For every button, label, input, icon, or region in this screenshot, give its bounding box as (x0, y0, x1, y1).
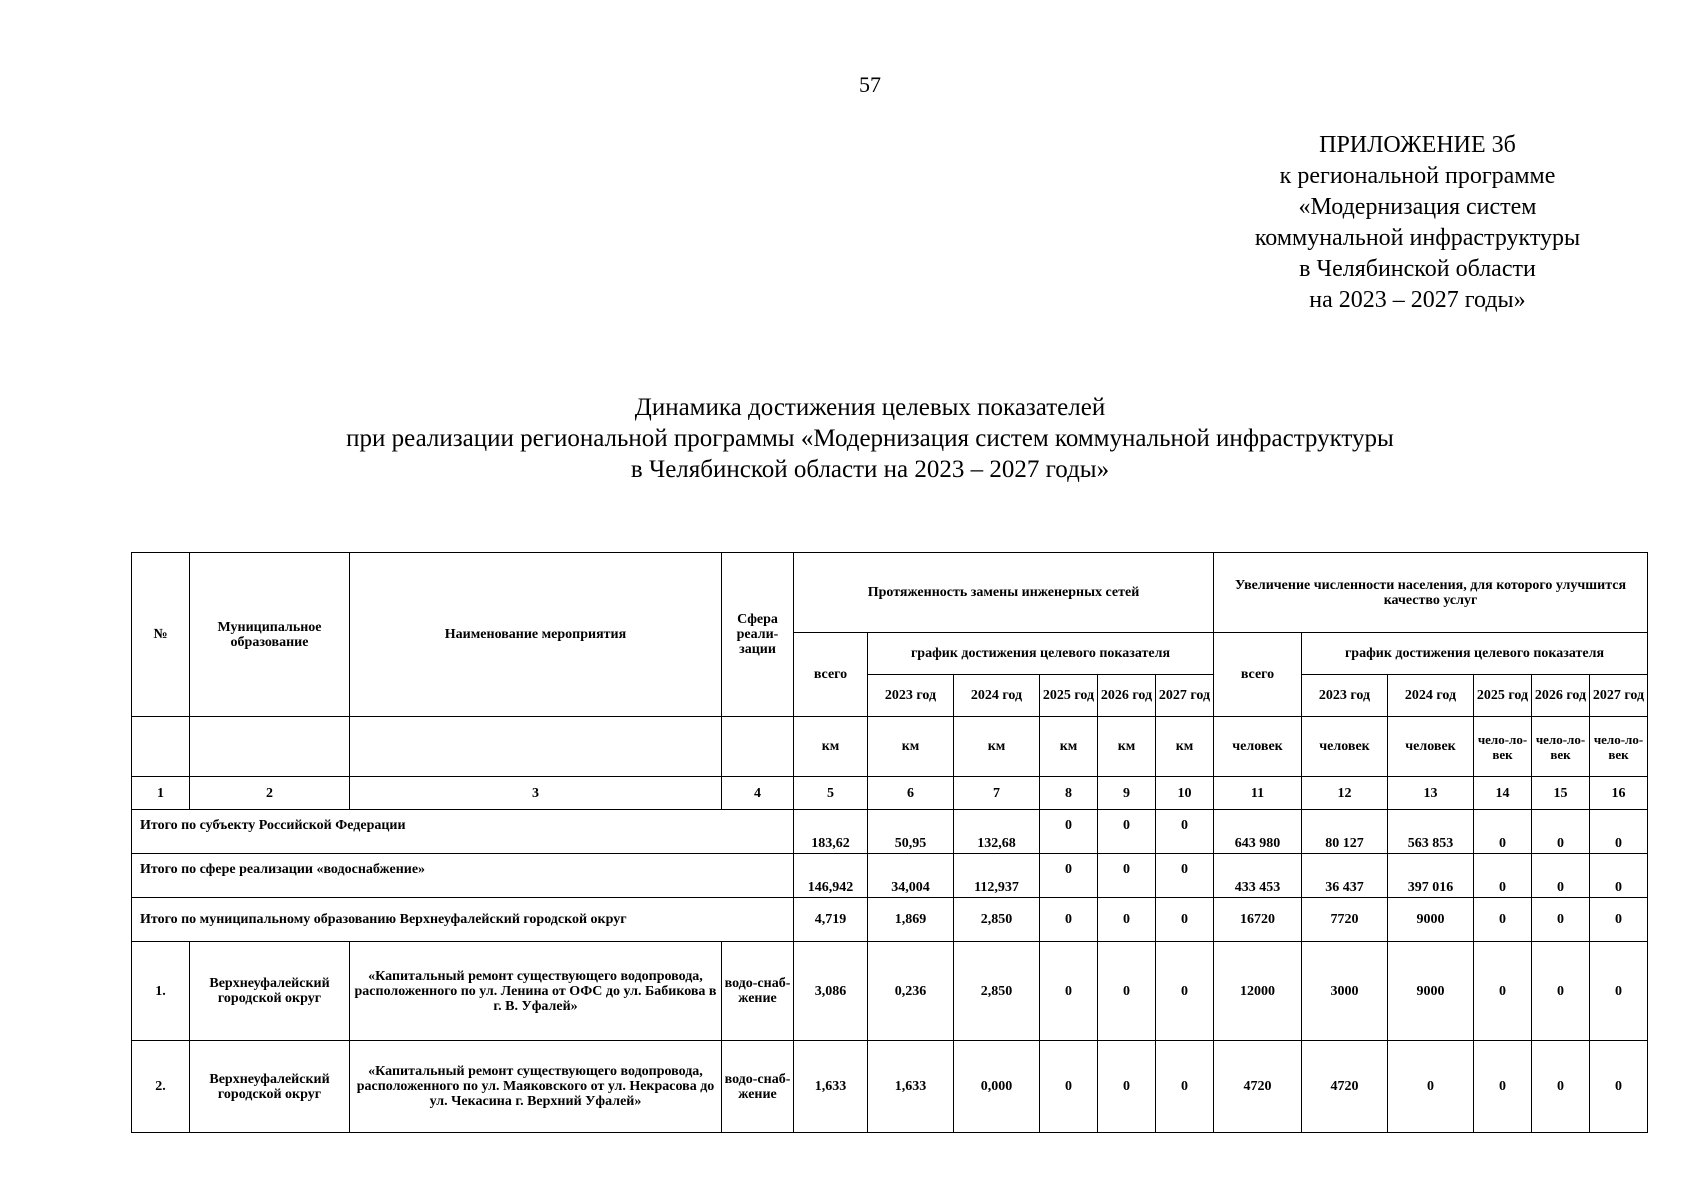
appendix-line: коммунальной инфраструктуры (1254, 225, 1581, 251)
appendix-line: к региональной программе (1279, 163, 1556, 189)
value-cell: 80 127 (1302, 810, 1388, 854)
value-cell: 50,95 (868, 810, 954, 854)
value-cell: 0 (1098, 1041, 1156, 1133)
value-cell: 146,942 (794, 854, 868, 898)
value-cell: 9000 (1388, 898, 1474, 942)
row-event: «Капитальный ремонт существующего водопровода, расположенного по ул. Маяковского от ул. Некрасова до ул. Чекасина г. Верхний Уфалей» (350, 1041, 722, 1133)
value-cell: 0,236 (868, 942, 954, 1041)
column-number: 5 (794, 777, 868, 810)
header-year-2024: 2024 год (1388, 675, 1474, 717)
value-cell: 0 (1590, 854, 1648, 898)
column-number: 11 (1214, 777, 1302, 810)
header-length-group: Протяженность замены инженерных сетей (794, 553, 1214, 633)
value-cell: 3,086 (794, 942, 868, 1041)
header-year-2026: 2026 год (1098, 675, 1156, 717)
header-year-2025: 2025 год (1474, 675, 1532, 717)
indicators-table (131, 552, 1648, 1133)
header-year-2025: 2025 год (1040, 675, 1098, 717)
column-number: 7 (954, 777, 1040, 810)
header-no: № (132, 553, 190, 717)
value-cell: 0 (1532, 1041, 1590, 1133)
row-number: 1. (132, 942, 190, 1041)
value-cell: 0 (1532, 898, 1590, 942)
value-cell: 0,000 (954, 1041, 1040, 1133)
table-row (132, 1041, 1648, 1133)
empty-cell (190, 717, 350, 777)
empty-cell (132, 717, 190, 777)
value-cell: 0 (1474, 810, 1532, 854)
row-sphere: водо-снаб-жение (722, 1041, 794, 1133)
unit-person-short: чело-ло-век (1532, 717, 1590, 777)
value-cell: 0 (1156, 898, 1214, 942)
column-number: 8 (1040, 777, 1098, 810)
header-municipality: Муниципальное образование (190, 553, 350, 717)
header-year-2023: 2023 год (868, 675, 954, 717)
value-cell: 0 (1532, 942, 1590, 1041)
value-cell: 433 453 (1214, 854, 1302, 898)
header-year-2026: 2026 год (1532, 675, 1590, 717)
value-cell: 34,004 (868, 854, 954, 898)
column-number: 12 (1302, 777, 1388, 810)
value-cell: 7720 (1302, 898, 1388, 942)
total-label: Итого по субъекту Российской Федерации (132, 810, 794, 854)
value-cell: 12000 (1214, 942, 1302, 1041)
table-row (132, 942, 1648, 1041)
value-cell: 643 980 (1214, 810, 1302, 854)
unit-km: км (794, 717, 868, 777)
value-cell: 0 (1098, 942, 1156, 1041)
value-cell: 2,850 (954, 898, 1040, 942)
column-number: 10 (1156, 777, 1214, 810)
value-cell: 16720 (1214, 898, 1302, 942)
total-row-water (132, 854, 1648, 898)
value-cell: 0 (1098, 898, 1156, 942)
value-cell: 0 (1040, 898, 1098, 942)
header-year-2027: 2027 год (1156, 675, 1214, 717)
appendix-line: на 2023 – 2027 годы» (1309, 287, 1526, 313)
value-cell: 0 (1098, 810, 1156, 854)
appendix-line: «Модернизация систем (1298, 194, 1537, 220)
value-cell: 0 (1040, 1041, 1098, 1133)
unit-km: км (1098, 717, 1156, 777)
value-cell: 0 (1098, 854, 1156, 898)
unit-km: км (1156, 717, 1214, 777)
page-number: 57 (859, 72, 881, 97)
unit-person: человек (1302, 717, 1388, 777)
value-cell: 0 (1156, 942, 1214, 1041)
unit-person: человек (1388, 717, 1474, 777)
header-year-2023: 2023 год (1302, 675, 1388, 717)
column-number: 3 (350, 777, 722, 810)
row-event: «Капитальный ремонт существующего водопровода, расположенного по ул. Ленина от ОФС до ул. Бабикова в г. В. Уфалей» (350, 942, 722, 1041)
header-event-name: Наименование мероприятия (350, 553, 722, 717)
header-length-total: всего (794, 633, 868, 717)
value-cell: 0 (1532, 854, 1590, 898)
unit-km: км (1040, 717, 1098, 777)
appendix-block (1180, 130, 1655, 316)
column-number: 6 (868, 777, 954, 810)
value-cell: 9000 (1388, 942, 1474, 1041)
value-cell: 0 (1040, 942, 1098, 1041)
unit-person-short: чело-ло-век (1474, 717, 1532, 777)
value-cell: 4720 (1302, 1041, 1388, 1133)
value-cell: 0 (1590, 810, 1648, 854)
value-cell: 563 853 (1388, 810, 1474, 854)
column-number: 14 (1474, 777, 1532, 810)
value-cell: 0 (1156, 810, 1214, 854)
title-line: при реализации региональной программы «Модернизация систем коммунальной инфраструктуры (346, 425, 1394, 452)
row-sphere: водо-снаб-жение (722, 942, 794, 1041)
header-sphere: Сфера реали-зации (722, 553, 794, 717)
value-cell: 1,633 (868, 1041, 954, 1133)
total-label: Итого по муниципальному образованию Верхнеуфалейский городской округ (132, 898, 794, 942)
value-cell: 183,62 (794, 810, 868, 854)
unit-km: км (868, 717, 954, 777)
value-cell: 2,850 (954, 942, 1040, 1041)
column-number: 15 (1532, 777, 1590, 810)
header-year-2027: 2027 год (1590, 675, 1648, 717)
appendix-line: в Челябинской области (1299, 256, 1536, 282)
unit-km: км (954, 717, 1040, 777)
title-line: в Челябинской области на 2023 – 2027 годы» (630, 456, 1110, 483)
value-cell: 0 (1474, 942, 1532, 1041)
header-pop-total: всего (1214, 633, 1302, 717)
value-cell: 3000 (1302, 942, 1388, 1041)
value-cell: 0 (1590, 898, 1648, 942)
header-year-2024: 2024 год (954, 675, 1040, 717)
value-cell: 0 (1532, 810, 1590, 854)
total-row-municipality (132, 898, 1648, 942)
document-title (0, 392, 1698, 485)
row-number: 2. (132, 1041, 190, 1133)
column-number-row (132, 777, 1648, 810)
value-cell: 0 (1156, 854, 1214, 898)
value-cell: 397 016 (1388, 854, 1474, 898)
value-cell: 0 (1388, 1041, 1474, 1133)
title-line: Динамика достижения целевых показателей (634, 394, 1106, 421)
column-number: 1 (132, 777, 190, 810)
header-length-schedule: график достижения целевого показателя (868, 633, 1214, 675)
value-cell: 132,68 (954, 810, 1040, 854)
value-cell: 1,633 (794, 1041, 868, 1133)
header-pop-schedule: график достижения целевого показателя (1302, 633, 1648, 675)
value-cell: 4,719 (794, 898, 868, 942)
value-cell: 112,937 (954, 854, 1040, 898)
header-population-group: Увеличение численности населения, для которого улучшится качество услуг (1214, 553, 1648, 633)
total-label: Итого по сфере реализации «водоснабжение» (132, 854, 794, 898)
value-cell: 4720 (1214, 1041, 1302, 1133)
value-cell: 0 (1040, 810, 1098, 854)
value-cell: 0 (1040, 854, 1098, 898)
value-cell: 0 (1474, 1041, 1532, 1133)
column-number: 13 (1388, 777, 1474, 810)
column-number: 16 (1590, 777, 1648, 810)
empty-cell (350, 717, 722, 777)
value-cell: 0 (1474, 854, 1532, 898)
value-cell: 0 (1156, 1041, 1214, 1133)
total-row-federation (132, 810, 1648, 854)
value-cell: 36 437 (1302, 854, 1388, 898)
row-municipality: Верхнеуфалейский городской округ (190, 942, 350, 1041)
column-number: 2 (190, 777, 350, 810)
column-number: 9 (1098, 777, 1156, 810)
value-cell: 0 (1474, 898, 1532, 942)
value-cell: 1,869 (868, 898, 954, 942)
value-cell: 0 (1590, 942, 1648, 1041)
value-cell: 0 (1590, 1041, 1648, 1133)
column-number: 4 (722, 777, 794, 810)
unit-person: человек (1214, 717, 1302, 777)
unit-person-short: чело-ло-век (1590, 717, 1648, 777)
appendix-line: ПРИЛОЖЕНИЕ 3б (1319, 132, 1516, 158)
empty-cell (722, 717, 794, 777)
row-municipality: Верхнеуфалейский городской округ (190, 1041, 350, 1133)
